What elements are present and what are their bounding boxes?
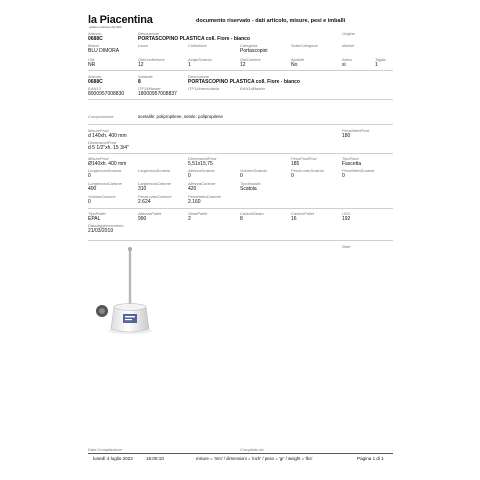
peso-lordo-scatola-value: 0 [291,173,294,179]
lung-cartone-label: LunghezzaCartone [88,181,122,186]
altezza-pallet-label: AltezzaPallet [138,211,162,216]
qta-cartone-value: 12 [240,62,246,68]
sottocategoria-label: SottoCategoria [291,43,318,48]
footer-divider [88,453,393,454]
variante-label: Variante [138,74,153,79]
articolo2-code: 0688C [88,79,103,85]
brand-label: Brand [88,43,99,48]
divider [88,208,393,209]
apribile-label: Apribile [291,57,305,62]
qta-confezione-value: 12 [138,62,144,68]
alt-cartone-value: 420 [188,186,197,192]
divider [88,240,393,241]
udc-value: 192 [342,216,351,222]
peso-netto-prod-label: PesoNettoProd [342,128,370,133]
tipo-imballo-value: Scatola [240,186,257,192]
categoria-value: Portascopini [240,48,268,54]
um-label: UM [88,57,95,62]
origine-label: Origine [342,31,355,36]
apribile-value: No [291,62,298,68]
brand-value: BLU DIMORA [88,48,120,54]
cartoni-pallet-value: 16 [291,216,297,222]
qta-confezione-label: QtaConfezione [138,57,165,62]
misure-prod2-value: Ø140xh. 400 mm [88,161,127,167]
tipo-pack-value: Fascetta [342,161,362,167]
collezione-label: Collezione [188,43,207,48]
tipo-imballo-label: TipoImballo [240,181,261,186]
alt-scatola-label: AltezzaScatola [188,168,215,173]
composizione-value: acetalile: polipropilene, setole: polipropilene [138,114,223,119]
footer-date: lunedì 4 luglio 2022 [93,456,133,461]
vol-scatola-label: VolumeScatola [240,168,267,173]
ean13-label: EAN13 [88,86,101,91]
qta-cartone-label: QtaCartone [240,57,261,62]
vol-scatola-value: 0 [240,173,243,179]
dimensioni-prod-value: d 5 1/2"xh. 15 3/4" [88,145,129,151]
divider [88,70,393,71]
itf14-interscatola-label: ITF14Interscatola [188,86,220,91]
articolo2-description: PORTASCOPINO PLASTICA coll. Fiore - bianco [188,79,300,85]
ean14-master-label: EAN14Master [240,86,265,91]
articolo-label: Articolo [88,31,102,36]
data-aggiornamento-label: DataAggiornamento [88,223,124,228]
peso-lordo-scatola-label: PesoLordoScatola [291,168,324,173]
strati-pallet-value: 2 [188,216,191,222]
vol-cartone-value: 0 [88,199,91,205]
footer-units-legend: misure = 'mm' / dimensioni = 'inch' / peso = 'gr' / weight = 'lbs' [196,456,313,461]
strati-pallet-label: StratiPallet [188,211,208,216]
misure-prod-label: MisureProd [88,128,109,133]
lung-cartone-value: 400 [88,186,97,192]
tipo-pack-label: TipoPack [342,156,359,161]
peso-netto-cartone-label: PesoNettoCartone [188,194,221,199]
peso-lordo-cartone-label: PesoLordoCartone [138,194,172,199]
articolo2-label: Articolo [88,74,102,79]
tipo-pallet-label: TipoPallet [88,211,106,216]
misure-prod2-label: MisureProd [88,156,109,161]
altezza-pallet-value: 990 [138,216,147,222]
divider [88,99,393,100]
alt-scatola-value: 0 [188,173,191,179]
acq-scatola-value: 1 [188,62,191,68]
peso-prod-post-label: PesoProdPost [291,156,317,161]
articolo-code: 0688C [88,36,103,42]
divider [88,124,393,125]
alt-cartone-label: AltezzaCartone [188,181,216,186]
vol-cartone-label: VolumeCartone [88,194,116,199]
attivo-label: Attivo [342,57,353,62]
cartoni-strato-label: CartoniStrato [240,211,264,216]
note-label: Note [342,244,351,249]
data-aggiornamento-value: 21/03/2019 [88,228,114,234]
composizione-label: Composizione [88,114,114,119]
categoria-label: Categoria [240,43,258,48]
articolo-description: PORTASCOPINO PLASTICA coll. Fiore - bianco [138,36,250,42]
dimensioni-prod-label: DimensioniProd [88,140,117,145]
itf14-master-value: 18000957008837 [138,91,177,97]
lung-scatola-label: LunghezzaScatola [88,168,121,173]
divider [88,153,393,154]
company-tagline: qualità e tradizione dal 1969 [89,26,122,29]
acq-scatola-label: AcqtoScatola [188,57,212,62]
misure-prod-value: d 140xh. 400 mm [88,133,127,139]
lung-scatola-value: 0 [88,173,91,179]
cartoni-pallet-label: CartoniPallet [291,211,314,216]
larg-cartone-label: LarghezzaCartone [138,181,171,186]
peso-netto-scatola-value: 0 [342,173,345,179]
ean13-value: 8000957008830 [88,91,125,97]
peso-prod-post-value: 185 [291,161,300,167]
cartoni-strato-value: 8 [240,216,243,222]
footer-time: 15:05:10 [146,456,164,461]
descrizione2-label: Descrizione [188,74,209,79]
peso-netto-scatola-label: PesoNettoScatola [342,168,375,173]
attivo-value: si [342,62,346,68]
larg-scatola-label: LarghezzaScatola [138,168,171,173]
product-image [90,245,170,337]
descrizione-label: Descrizione [138,31,159,36]
taglia-label: Taglia [375,57,386,62]
document-title: documento riservato - dati articolo, misure, pesi e imballi [196,18,346,24]
dim-prod2-value: 5,51x15,75 [188,161,213,167]
itf14-master-label: ITF14Master [138,86,161,91]
footer-page-number: Pagina 1 di 1 [357,456,384,461]
compilato-da-label: Compilato da [240,447,264,452]
peso-lordo-cartone-value: 2.624 [138,199,151,205]
udc-label: UDC [342,211,351,216]
linea-label: Linea [138,43,148,48]
peso-netto-prod-value: 180 [342,133,351,139]
marker-label: Marker [342,43,355,48]
peso-netto-cartone-value: 2.160 [188,199,201,205]
dim-prod2-label: DimensioniProd [188,156,217,161]
variante-value: 8 [138,79,141,85]
um-value: NR [88,62,96,68]
larg-cartone-value: 310 [138,186,147,192]
taglia-value: 1 [375,62,378,68]
company-logo: la Piacentina [88,14,153,26]
tipo-pallet-value: EPAL [88,216,101,222]
data-compilazione-label: Data Compilazione [88,447,122,452]
